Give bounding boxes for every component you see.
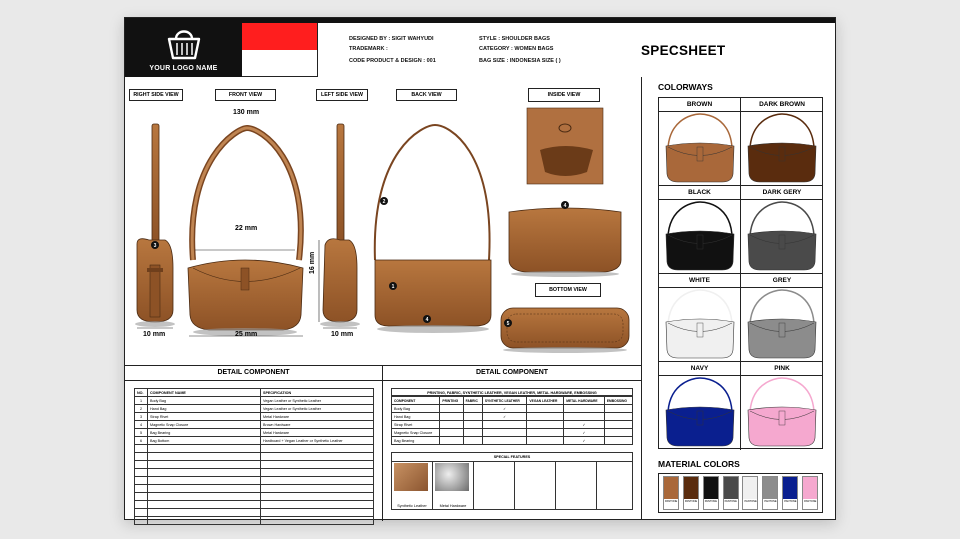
- empty-cell: [482, 437, 527, 445]
- bag-size: BAG SIZE : INDONESIA SIZE ( ): [479, 58, 561, 64]
- material-color-chip: [742, 476, 758, 510]
- empty-cell: [604, 413, 632, 421]
- colorway-name: DARK BROWN: [741, 98, 823, 112]
- material-color-chip: [663, 476, 679, 510]
- callout-4: 4: [563, 203, 567, 209]
- colorway-name: WHITE: [659, 274, 740, 288]
- page-title: SPECSHEET: [641, 43, 726, 58]
- flag: [242, 23, 318, 77]
- colorway-name: NAVY: [659, 362, 740, 376]
- label-front-view: FRONT VIEW: [215, 89, 276, 101]
- detail-right-header: SYNTHETIC LEATHER: [482, 397, 527, 405]
- material-color-chip: [723, 476, 739, 510]
- colorway-bag-swatch: [744, 376, 820, 448]
- detail-left-header: NO.: [135, 389, 148, 397]
- component-name: Bag Bearing: [392, 437, 440, 445]
- colorway-bag-swatch: [662, 200, 738, 272]
- left-side-view-drawing: [319, 124, 360, 327]
- table-row: [392, 437, 633, 445]
- material-colors-grid: [658, 473, 823, 513]
- empty-cell: [604, 429, 632, 437]
- colorways-panel: [641, 77, 836, 519]
- detail-left-header: COMPONENT NAME: [148, 389, 261, 397]
- colorway-bag-swatch: [662, 288, 738, 360]
- swatch-synthetic-leather-label: Synthetic Leather: [397, 504, 427, 508]
- colorways-grid: [658, 97, 823, 449]
- colorway-navy: [659, 362, 741, 450]
- logo-block: [125, 23, 242, 77]
- table-cell: Bag Bearing: [148, 429, 261, 437]
- label-bottom-view: BOTTOM VIEW: [535, 283, 601, 297]
- detail-right-header: EMBOSSING: [604, 397, 632, 405]
- trademark: TRADEMARK :: [349, 46, 388, 52]
- swatch-metal-hardware: [433, 461, 474, 509]
- callout-4b: 4: [425, 317, 429, 323]
- empty-cell: [440, 405, 463, 413]
- empty-cell: [527, 421, 564, 429]
- colorway-black: [659, 186, 741, 274]
- dim-inner-width: 22 mm: [235, 225, 258, 232]
- component-name: Hand Bag: [392, 413, 440, 421]
- check-icon: ✓: [564, 437, 605, 445]
- detail-left-header: SPECIFICATION: [261, 389, 374, 397]
- back-view-drawing: [375, 125, 491, 333]
- material-colors-title: MATERIAL COLORS: [658, 459, 740, 469]
- detail-right-title: DETAIL COMPONENT: [383, 366, 641, 381]
- empty-cell: [463, 405, 482, 413]
- inside-top-drawing: [509, 208, 621, 277]
- dim-depth-right: 10 mm: [143, 331, 166, 338]
- empty-cell: [463, 421, 482, 429]
- table-row-empty: [135, 501, 374, 509]
- table-row: [392, 421, 633, 429]
- table-row-empty: [135, 469, 374, 477]
- table-row-empty: [135, 453, 374, 461]
- empty-cell: [564, 405, 605, 413]
- check-icon: ✓: [482, 413, 527, 421]
- detail-section: [125, 365, 641, 521]
- table-row: [392, 429, 633, 437]
- colorway-name: DARK GERY: [741, 186, 823, 200]
- pantone-label: PANTONE: [804, 500, 817, 503]
- material-color-chip: [683, 476, 699, 510]
- swatch-synthetic-leather: [392, 461, 433, 509]
- detail-right-subtitle: PRINTING, FABRIC, SYNTHETIC LEATHER, VEGAN LEATHER, METAL HARDWARE, EMBOSSING: [391, 388, 633, 396]
- table-cell: 1: [135, 397, 148, 405]
- table-cell: 2: [135, 405, 148, 413]
- label-left-side-view: LEFT SIDE VIEW: [316, 89, 368, 101]
- empty-cell: [527, 429, 564, 437]
- bag-logo-icon: [164, 27, 204, 61]
- bottom-view-drawing: [501, 308, 629, 353]
- table-row-empty: [135, 461, 374, 469]
- table-cell: Metal Hardware: [261, 413, 374, 421]
- table-cell: Metal Hardware: [261, 429, 374, 437]
- product-code: CODE PRODUCT & DESIGN : 001: [349, 58, 436, 64]
- pantone-label: PANTONE: [744, 500, 757, 503]
- colorway-name: GREY: [741, 274, 823, 288]
- component-name: Body Bag: [392, 405, 440, 413]
- swatch-metal-hardware-label: Metal Hardware: [439, 504, 467, 508]
- empty-cell: [604, 437, 632, 445]
- detail-right-header: FABRIC: [463, 397, 482, 405]
- colorways-title: COLORWAYS: [658, 82, 713, 92]
- pantone-label: PANTONE: [784, 500, 797, 503]
- table-row: [135, 397, 374, 405]
- empty-cell: [463, 437, 482, 445]
- check-icon: ✓: [564, 421, 605, 429]
- table-cell: 5: [135, 429, 148, 437]
- empty-cell: [440, 413, 463, 421]
- table-row: [135, 405, 374, 413]
- colorway-bag-swatch: [744, 288, 820, 360]
- special-features-box: [391, 452, 633, 510]
- callout-3: 3: [153, 243, 157, 249]
- detail-left-panel: [125, 366, 383, 521]
- style: STYLE : SHOULDER BAGS: [479, 36, 550, 42]
- detail-right-header: COMPONENT: [392, 397, 440, 405]
- table-cell: Vegan Leather or Synthetic Leather: [261, 405, 374, 413]
- check-icon: ✓: [482, 405, 527, 413]
- table-row: [135, 413, 374, 421]
- colorway-grey: [741, 274, 823, 362]
- detail-right-header: PRINTING: [440, 397, 463, 405]
- material-color-chip: [782, 476, 798, 510]
- category: CATEGORY : WOMEN BAGS: [479, 46, 554, 52]
- table-cell: Strap Rivet: [148, 413, 261, 421]
- designed-by: DESIGNED BY : SIGIT WAHYUDI: [349, 36, 434, 42]
- inside-view-drawing: [527, 108, 603, 184]
- table-row: [135, 429, 374, 437]
- special-features-row: [392, 461, 634, 509]
- detail-left-table: [134, 388, 374, 525]
- table-row: [392, 413, 633, 421]
- component-name: Magnetic Snap Closure: [392, 429, 440, 437]
- colorway-white: [659, 274, 741, 362]
- table-cell: Hardboard + Vegan Leather or Synthetic Leather: [261, 437, 374, 445]
- empty-cell: [440, 421, 463, 429]
- table-cell: Vegan Leather or Synthetic Leather: [261, 397, 374, 405]
- empty-cell: [463, 413, 482, 421]
- pantone-label: PANTONE: [664, 500, 678, 503]
- table-row-empty: [135, 485, 374, 493]
- empty-cell: [527, 413, 564, 421]
- callout-1: 1: [391, 284, 395, 290]
- spec-sheet: [124, 17, 836, 520]
- colorway-name: PINK: [741, 362, 823, 376]
- callout-5: 5: [506, 321, 510, 327]
- detail-right-header: METAL HARDWARE: [564, 397, 605, 405]
- colorway-bag-swatch: [744, 112, 820, 184]
- empty-cell: [482, 429, 527, 437]
- dim-height: 16 mm: [309, 251, 316, 274]
- detail-right-header: VEGAN LEATHER: [527, 397, 564, 405]
- empty-cell: [527, 437, 564, 445]
- table-row-empty: [135, 517, 374, 525]
- empty-cell: [527, 405, 564, 413]
- table-cell: Body Bag: [148, 397, 261, 405]
- callout-2: 2: [382, 199, 386, 205]
- empty-cell: [604, 421, 632, 429]
- empty-cell: [604, 405, 632, 413]
- table-cell: 4: [135, 421, 148, 429]
- special-features-title: SPECIAL FEATURES: [392, 453, 632, 462]
- table-cell: Brown Hardware: [261, 421, 374, 429]
- logo-text: YOUR LOGO NAME: [149, 65, 218, 72]
- table-row-empty: [135, 493, 374, 501]
- colorway-bag-swatch: [662, 112, 738, 184]
- pantone-label: PANTONE: [684, 500, 698, 503]
- pantone-label: PANTONE: [704, 500, 717, 503]
- material-color-chip: [802, 476, 818, 510]
- pantone-label: PANTONE: [764, 500, 777, 503]
- empty-cell: [463, 429, 482, 437]
- material-color-chip: [762, 476, 778, 510]
- label-back-view: BACK VIEW: [396, 89, 457, 101]
- empty-cell: [440, 437, 463, 445]
- table-row: [135, 421, 374, 429]
- colorway-bag-swatch: [662, 376, 738, 448]
- dim-base-width: 25 mm: [235, 331, 258, 338]
- detail-left-title: DETAIL COMPONENT: [125, 366, 382, 381]
- check-icon: ✓: [564, 429, 605, 437]
- colorway-brown: [659, 98, 741, 186]
- component-name: Strap Rivet: [392, 421, 440, 429]
- table-row-empty: [135, 477, 374, 485]
- colorway-dark-brown: [741, 98, 823, 186]
- table-row-empty: [135, 445, 374, 453]
- table-cell: Magnetic Snap Closure: [148, 421, 261, 429]
- front-view-drawing: [188, 128, 303, 336]
- bag-technical-drawings: [125, 100, 641, 370]
- table-row: [392, 405, 633, 413]
- empty-cell: [564, 413, 605, 421]
- colorway-name: BROWN: [659, 98, 740, 112]
- table-cell: Hand Bag: [148, 405, 261, 413]
- right-side-view-drawing: [135, 124, 175, 327]
- table-row: [135, 437, 374, 445]
- colorway-pink: [741, 362, 823, 450]
- dim-handle-width: 130 mm: [233, 109, 260, 116]
- detail-right-panel: [383, 366, 641, 521]
- pantone-label: PANTONE: [724, 500, 737, 503]
- label-right-side-view: RIGHT SIDE VIEW: [129, 89, 183, 101]
- empty-cell: [440, 429, 463, 437]
- detail-right-table: [391, 396, 633, 445]
- dim-depth-left: 10 mm: [331, 331, 354, 338]
- colorway-dark-gery: [741, 186, 823, 274]
- material-color-chip: [703, 476, 719, 510]
- empty-cell: [482, 421, 527, 429]
- table-cell: Bag Bottom: [148, 437, 261, 445]
- table-cell: 3: [135, 413, 148, 421]
- label-inside-view: INSIDE VIEW: [528, 88, 600, 102]
- colorway-name: BLACK: [659, 186, 740, 200]
- table-cell: 6: [135, 437, 148, 445]
- colorway-bag-swatch: [744, 200, 820, 272]
- table-row-empty: [135, 509, 374, 517]
